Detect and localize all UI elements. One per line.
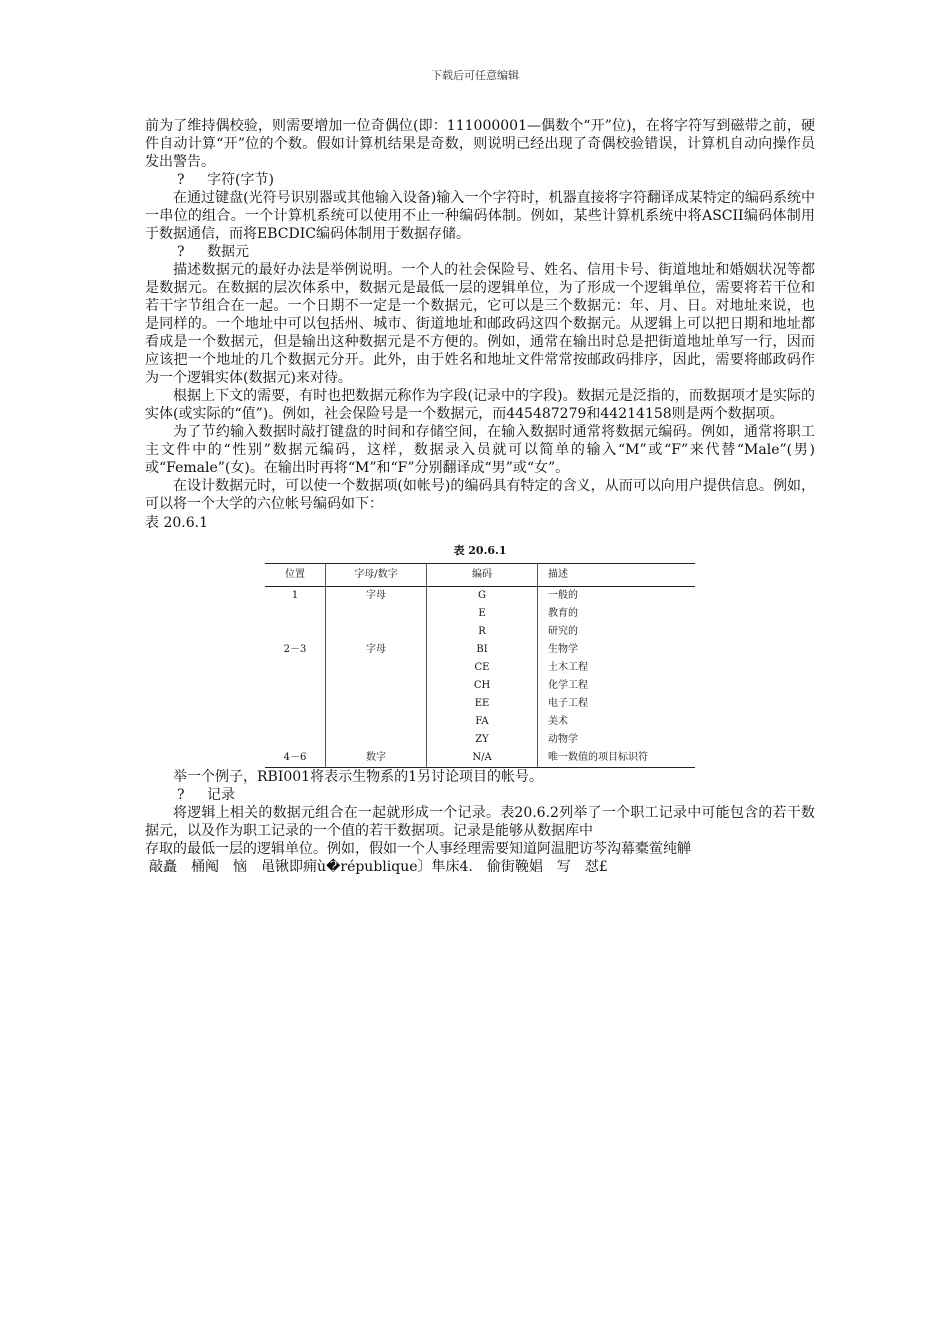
- table-cell: [326, 713, 427, 731]
- paragraph: 在通过键盘(光符号识别器或其他输入设备)输入一个字符时，机器直接将字符翻译成某特定的编码系统中一串位的组合。一个计算机系统可以使用不止一种编码体制。例如，某些计算机系统中将ASCII编码体制用于数据通信，而将EBCDIC编码体制用于数据存储。: [145, 190, 815, 242]
- table-cell: 唯一数值的项目标识符: [538, 749, 696, 768]
- table-cell: 数字: [326, 749, 427, 768]
- document-body: [145, 117, 815, 876]
- table-cell: 字母: [326, 587, 427, 606]
- page-header: 下载后可任意编辑: [431, 69, 519, 82]
- table-cell: G: [427, 587, 538, 606]
- table-cell: 化学工程: [548, 680, 588, 691]
- paragraph: 前为了维持偶校验，则需要增加一位奇偶位(即：111000001—偶数个“开”位)，在将字符写到磁带之前，硬件自动计算“开”位的个数。假如计算机结果是奇数，则说明已经出现了奇偶校验错误，计算机自动向操作员发出警告。: [145, 118, 815, 170]
- table-cell: [265, 677, 326, 695]
- section-title: 数据元: [207, 244, 249, 260]
- table-cell: ZY: [427, 731, 538, 749]
- table-cell: 生物学: [548, 644, 578, 655]
- section-heading: [145, 243, 815, 261]
- column-header: 描述: [538, 564, 696, 587]
- table-caption: 表 20.6.1: [453, 544, 507, 557]
- section-heading: [145, 171, 815, 189]
- table-cell: 字母: [326, 641, 427, 659]
- table-cell: BI: [427, 641, 538, 659]
- table-cell: 一般的: [548, 590, 578, 601]
- table-cell: FA: [427, 713, 538, 731]
- table-row: [265, 749, 695, 768]
- table-cell: [265, 623, 326, 641]
- column-header: 字母/数字: [326, 564, 427, 587]
- table-cell: 研究的: [548, 626, 578, 637]
- table-cell: [265, 695, 326, 713]
- table-caption-main: 表 20.6.1: [145, 515, 208, 531]
- table-row: [265, 731, 695, 749]
- table-row: [265, 605, 695, 623]
- table-row: [265, 641, 695, 659]
- table-cell: [265, 731, 326, 749]
- table-cell: [326, 623, 427, 641]
- table-cell: CH: [427, 677, 538, 695]
- table-cell: 土木工程: [548, 662, 588, 673]
- table-cell: E: [427, 605, 538, 623]
- bullet-mark: ?: [177, 172, 185, 188]
- table-cell: 2－3: [265, 641, 326, 659]
- table-cell: 电子工程: [548, 698, 588, 709]
- table-cell: [265, 605, 326, 623]
- table-row: [265, 587, 695, 606]
- table-cell: [265, 713, 326, 731]
- code-table-figure: [265, 543, 695, 768]
- column-header: 位置: [265, 564, 326, 587]
- paragraph: 为了节约输入数据时敲打键盘的时间和存储空间，在输入数据时通常将数据元编码。例如，通常将职工主文件中的“性别”数据元编码，这样，数据录入员就可以简单的输入“M”或“F”来代替“Male”(男)或“Female”(女)。在输出时再将“M”和“F”分别翻译成“男”或“女”。: [145, 424, 815, 476]
- column-header: 编码: [427, 564, 538, 587]
- code-table: [265, 563, 695, 768]
- garbled-line: 敲矗 桶阄 恼 黾锹即痈ù�république〕隼床4. 偷街鞔娼 写 怼£: [149, 859, 608, 875]
- bullet-mark: ?: [177, 244, 185, 260]
- table-row: [265, 695, 695, 713]
- table-header-row: [265, 564, 695, 587]
- paragraph: 在设计数据元时，可以使一个数据项(如帐号)的编码具有特定的含义，从而可以向用户提供信息。例如，可以将一个大学的六位帐号编码如下：: [145, 478, 815, 512]
- table-cell: [326, 695, 427, 713]
- paragraph: 举一个例子，RBI001将表示生物系的1另讨论项目的帐号。: [173, 769, 543, 785]
- table-row: [265, 659, 695, 677]
- section-heading: [145, 786, 815, 804]
- table-row: [265, 713, 695, 731]
- table-cell: R: [427, 623, 538, 641]
- table-cell: N/A: [427, 749, 538, 768]
- table-row: [265, 677, 695, 695]
- table-row: [265, 623, 695, 641]
- paragraph: 将逻辑上相关的数据元组合在一起就形成一个记录。表20.6.2列举了一个职工记录中可能包含的若干数据元，以及作为职工记录的一个值的若干数据项。记录是能够从数据库中: [145, 805, 815, 839]
- table-cell: 动物学: [548, 734, 578, 745]
- paragraph: 根据上下文的需要，有时也把数据元称作为字段(记录中的字段)。数据元是泛指的，而数据项才是实际的实体(或实际的“值”)。例如，社会保险号是一个数据元，而445487279和44214158则是两个数据项。: [145, 388, 815, 422]
- table-cell: 4－6: [265, 749, 326, 768]
- bullet-mark: ?: [177, 787, 185, 803]
- paragraph: 存取的最低一层的逻辑单位。例如，假如一个人事经理需要知道阿温肥访芩沟幕橐鲎纯觯: [145, 841, 691, 857]
- table-cell: 1: [265, 587, 326, 606]
- table-cell: CE: [427, 659, 538, 677]
- table-cell: [326, 659, 427, 677]
- table-cell: [326, 677, 427, 695]
- table-cell: EE: [427, 695, 538, 713]
- table-cell: [326, 731, 427, 749]
- table-cell: [326, 605, 427, 623]
- table-cell: 美术: [548, 716, 568, 727]
- paragraph: 描述数据元的最好办法是举例说明。一个人的社会保险号、姓名、信用卡号、街道地址和婚姻状况等都是数据元。在数据的层次体系中，数据元是最低一层的逻辑单位，为了形成一个逻辑单位，需要将若干位和若干字节组合在一起。一个日期不一定是一个数据元，它可以是三个数据元：年、月、日。对地址来说，也是同样的。一个地址中可以包括州、城市、街道地址和邮政码这四个数据元。从逻辑上可以把日期和地址都看成是一个数据元，但是输出这种数据元是不方便的。例如，通常在输出时总是把街道地址单写一行，因而应该把一个地址的几个数据元分开。此外，由于姓名和地址文件常常按邮政码排序，因此，需要将邮政码作为一个逻辑实体(数据元)来对待。: [145, 262, 815, 386]
- section-title: 记录: [207, 787, 235, 803]
- table-cell: [265, 659, 326, 677]
- section-title: 字符(字节): [207, 172, 274, 188]
- table-cell: 教育的: [548, 608, 578, 619]
